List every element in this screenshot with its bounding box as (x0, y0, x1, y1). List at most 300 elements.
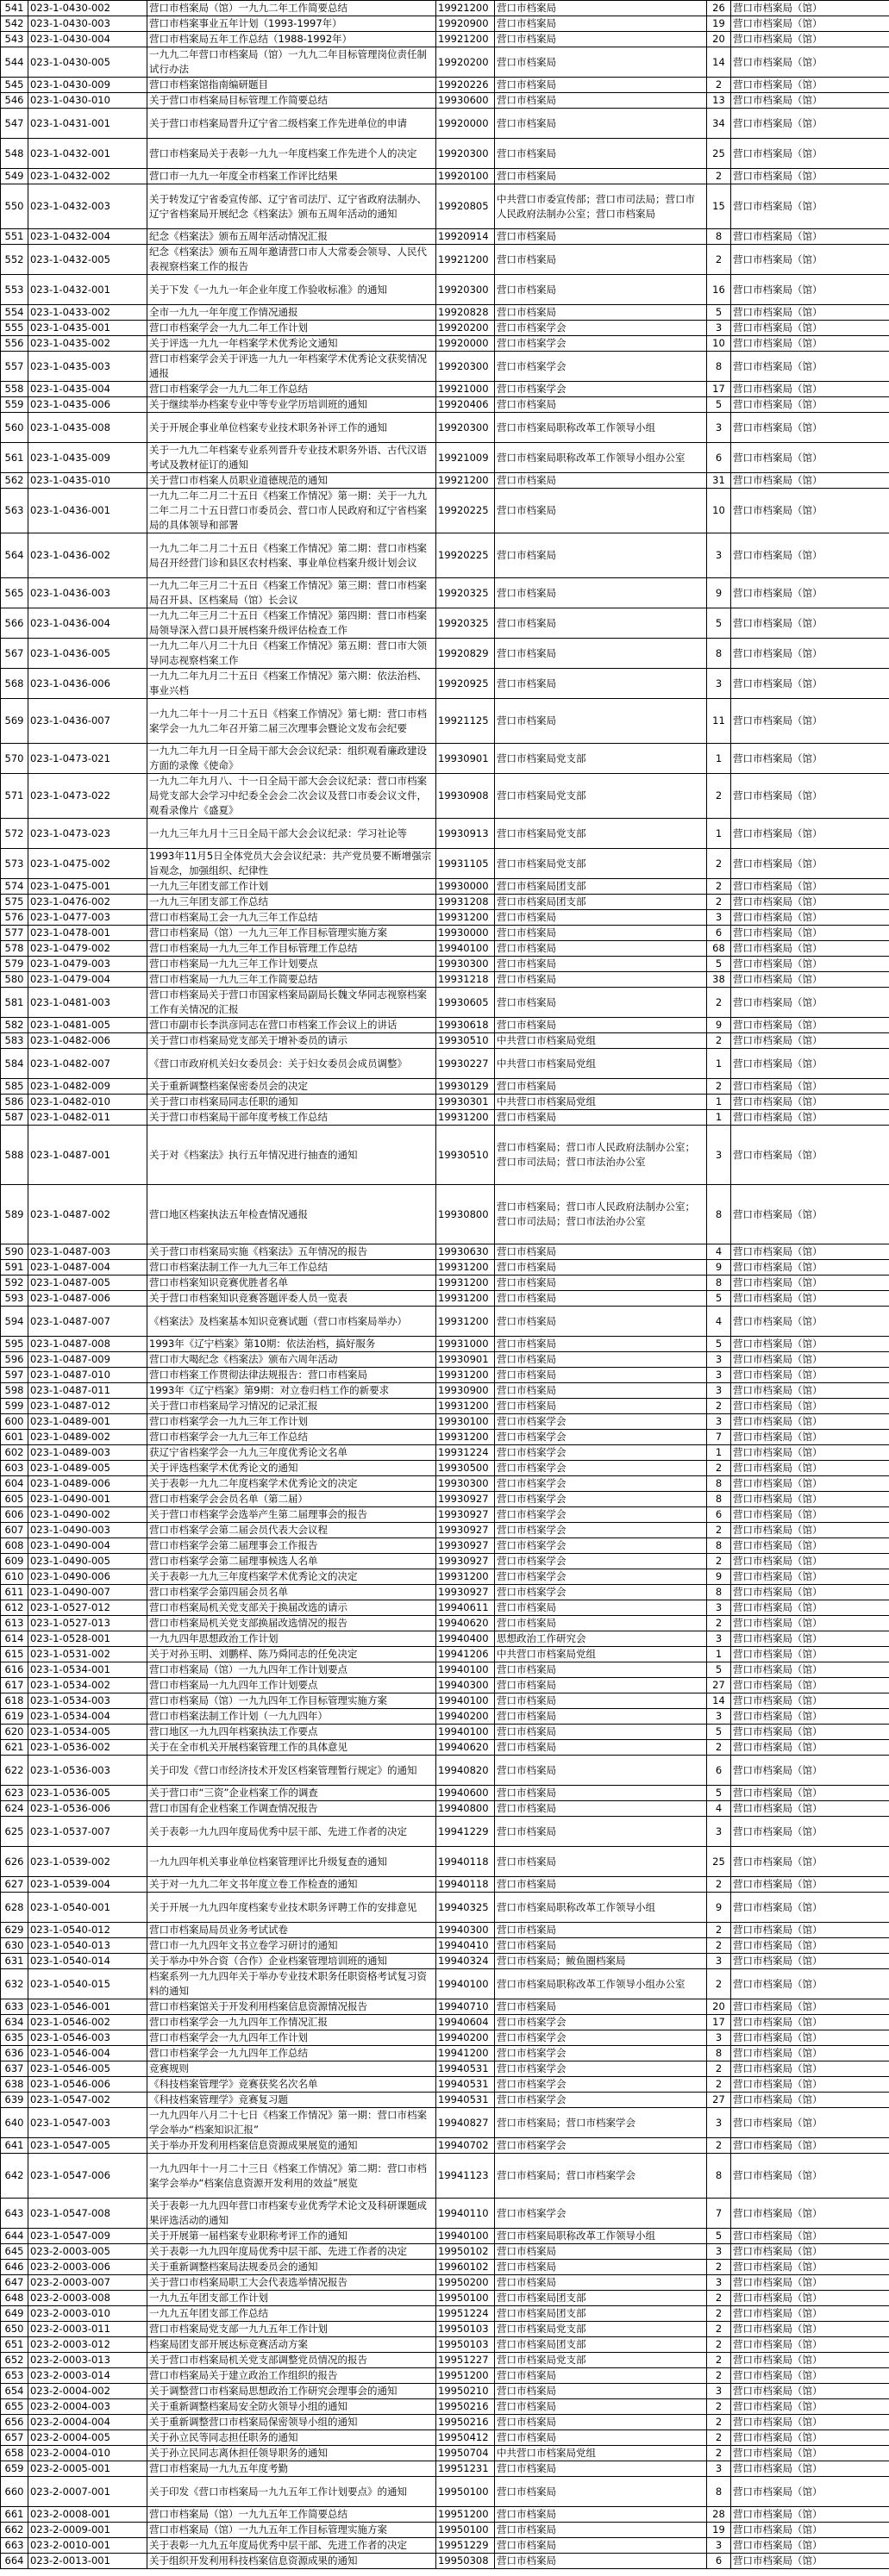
responsible-org: 营口市档案局 (495, 93, 707, 109)
archive-code: 023-1-0435-009 (28, 443, 147, 473)
row-number: 612 (1, 1600, 28, 1616)
row-number: 637 (1, 2061, 28, 2077)
responsible-org: 营口市档案局 (495, 1801, 707, 1817)
file-date: 19920200 (436, 321, 495, 336)
page-count: 2 (707, 2138, 731, 2154)
archive-unit: 营口市档案局（馆） (731, 169, 889, 184)
row-number: 546 (1, 93, 28, 109)
responsible-org: 营口市档案局 (495, 47, 707, 78)
file-date: 19921200 (436, 245, 495, 275)
table-row (1, 639, 889, 669)
row-number: 543 (1, 32, 28, 47)
archive-code: 023-1-0487-012 (28, 1399, 147, 1414)
file-date: 19931224 (436, 1445, 495, 1461)
table-row (1, 184, 889, 229)
file-title: 关于营口市档案局干部年度考核工作总结 (147, 1110, 436, 1126)
archive-code: 023-1-0487-002 (28, 1185, 147, 1244)
file-date: 19950100 (436, 2477, 495, 2507)
archive-unit: 营口市档案局（馆） (731, 2154, 889, 2199)
table-row (1, 972, 889, 988)
table-row (1, 245, 889, 275)
archive-code: 023-1-0436-005 (28, 639, 147, 669)
page-count: 2 (707, 1033, 731, 1049)
responsible-org: 营口市档案局；鲅鱼圈档案局 (495, 1954, 707, 1969)
responsible-org: 营口市档案局团支部 (495, 895, 707, 910)
page-count: 1 (707, 1110, 731, 1126)
file-title: 一九九二年二月二十五日《档案工作情况》第一期：关于一九九二年二月二十五日营口市委员会、营口市人民政府和辽宁省档案局的具体领导和部署 (147, 489, 436, 533)
row-number: 604 (1, 1476, 28, 1492)
file-title: 关于营口市档案学会选举产生第二届理事会的报告 (147, 1507, 436, 1523)
file-date: 19930913 (436, 819, 495, 849)
page-count: 3 (707, 1414, 731, 1430)
responsible-org: 营口市档案学会 (495, 1569, 707, 1585)
page-count: 2 (707, 169, 731, 184)
archive-unit: 营口市档案局（馆） (731, 926, 889, 941)
file-date: 19920300 (436, 413, 495, 443)
archive-code: 023-1-0490-003 (28, 1523, 147, 1538)
responsible-org: 营口市档案局 (495, 941, 707, 957)
responsible-org: 营口市档案局 (495, 1018, 707, 1033)
table-row (1, 1600, 889, 1616)
archive-code: 023-1-0435-006 (28, 397, 147, 413)
table-row (1, 2368, 889, 2384)
file-title: 一九九四年思想政治工作计划 (147, 1631, 436, 1647)
archive-unit: 营口市档案局（馆） (731, 1185, 889, 1244)
table-row (1, 2430, 889, 2446)
page-count: 2 (707, 2446, 731, 2461)
archive-unit: 营口市档案局（馆） (731, 1399, 889, 1414)
file-date: 19941206 (436, 1647, 495, 1662)
archive-code: 023-1-0527-012 (28, 1600, 147, 1616)
file-date: 19940611 (436, 1600, 495, 1616)
file-date: 19940820 (436, 1756, 495, 1786)
archive-code: 023-1-0546-002 (28, 2015, 147, 2030)
row-number: 603 (1, 1461, 28, 1476)
row-number: 548 (1, 139, 28, 169)
responsible-org: 营口市档案学会 (495, 1492, 707, 1507)
responsible-org: 营口市档案局党支部 (495, 744, 707, 774)
file-date: 19930300 (436, 957, 495, 972)
row-number: 582 (1, 1018, 28, 1033)
table-row (1, 397, 889, 413)
archive-unit: 营口市档案局（馆） (731, 2108, 889, 2138)
row-number: 613 (1, 1616, 28, 1631)
file-date: 19941200 (436, 2046, 495, 2061)
responsible-org: 营口市档案局团支部 (495, 879, 707, 895)
responsible-org: 营口市档案学会 (495, 1430, 707, 1445)
archive-unit: 营口市档案局（馆） (731, 1725, 889, 1740)
table-row (1, 1352, 889, 1368)
row-number: 618 (1, 1693, 28, 1709)
responsible-org: 营口市档案局 (495, 78, 707, 93)
file-date: 19930927 (436, 1554, 495, 1569)
row-number: 589 (1, 1185, 28, 1244)
table-row (1, 1954, 889, 1969)
archive-code: 023-1-0430-004 (28, 32, 147, 47)
archive-code: 023-1-0431-001 (28, 109, 147, 139)
archive-unit: 营口市档案局（馆） (731, 2507, 889, 2523)
archive-unit: 营口市档案局（馆） (731, 1938, 889, 1954)
table-row (1, 1969, 889, 1999)
archive-code: 023-1-0487-004 (28, 1260, 147, 1276)
responsible-org: 营口市档案局 (495, 1817, 707, 1847)
table-row (1, 1018, 889, 1033)
row-number: 562 (1, 473, 28, 489)
file-date: 19920226 (436, 78, 495, 93)
row-number: 646 (1, 2260, 28, 2275)
archive-unit: 营口市档案局（馆） (731, 2291, 889, 2306)
page-count: 6 (707, 1756, 731, 1786)
file-title: 一九九二年三月二十五日《档案工作情况》第三期：营口市档案局召开县、区档案局（馆）长会议 (147, 578, 436, 608)
file-title: 营口市档案学会一九九三年工作计划 (147, 1414, 436, 1430)
file-title: 纪念《档案法》颁布五周年活动情况汇报 (147, 229, 436, 245)
page-count: 5 (707, 1786, 731, 1801)
table-row (1, 2046, 889, 2061)
page-count: 8 (707, 1585, 731, 1600)
responsible-org: 营口市档案学会 (495, 1445, 707, 1461)
archive-unit: 营口市档案局（馆） (731, 245, 889, 275)
archive-code: 023-1-0478-001 (28, 926, 147, 941)
file-date: 19930500 (436, 1461, 495, 1476)
archive-code: 023-1-0430-002 (28, 1, 147, 16)
table-row (1, 1678, 889, 1693)
archive-code: 023-1-0489-005 (28, 1461, 147, 1476)
row-number: 625 (1, 1817, 28, 1847)
archive-unit: 营口市档案局（馆） (731, 2368, 889, 2384)
row-number: 586 (1, 1095, 28, 1110)
table-row (1, 1276, 889, 1291)
table-row (1, 1786, 889, 1801)
archive-code: 023-1-0490-004 (28, 1538, 147, 1554)
file-title: 营口市大喝纪念《档案法》颁布六周年活动 (147, 1352, 436, 1368)
file-title: 营口市档案馆关于开发利用档案信息资源情况报告 (147, 1999, 436, 2015)
row-number: 559 (1, 397, 28, 413)
file-date: 19951227 (436, 2353, 495, 2368)
archive-code: 023-1-0435-004 (28, 382, 147, 397)
archive-unit: 营口市档案局（馆） (731, 1600, 889, 1616)
archive-unit: 营口市档案局（馆） (731, 1430, 889, 1445)
row-number: 610 (1, 1569, 28, 1585)
archive-unit: 营口市档案局（馆） (731, 2337, 889, 2353)
archive-unit: 营口市档案局（馆） (731, 1368, 889, 1383)
archive-code: 023-1-0432-002 (28, 169, 147, 184)
row-number: 583 (1, 1033, 28, 1049)
file-date: 19940400 (436, 1631, 495, 1647)
responsible-org: 营口市档案局 (495, 2244, 707, 2260)
file-date: 19930100 (436, 1414, 495, 1430)
archive-code: 023-1-0487-006 (28, 1291, 147, 1307)
table-row (1, 1893, 889, 1923)
table-row (1, 1445, 889, 1461)
file-title: 营口市档案局（馆）一九九四年工作目标管理实施方案 (147, 1693, 436, 1709)
page-count: 3 (707, 2538, 731, 2554)
file-date: 19930927 (436, 1538, 495, 1554)
row-number: 545 (1, 78, 28, 93)
page-count: 1 (707, 744, 731, 774)
archive-unit: 营口市档案局（馆） (731, 47, 889, 78)
file-title: 营口市一九九一年度全市档案工作评比结果 (147, 169, 436, 184)
page-count: 2 (707, 2337, 731, 2353)
file-date: 19940410 (436, 1938, 495, 1954)
archive-code: 023-1-0539-002 (28, 1847, 147, 1877)
archive-code: 023-1-0534-001 (28, 1662, 147, 1678)
file-date: 19940200 (436, 2030, 495, 2046)
file-date: 19931218 (436, 972, 495, 988)
row-number: 577 (1, 926, 28, 941)
table-row (1, 533, 889, 578)
archive-code: 023-1-0537-007 (28, 1817, 147, 1847)
archive-unit: 营口市档案局（馆） (731, 608, 889, 639)
table-row (1, 32, 889, 47)
file-date: 19930301 (436, 1095, 495, 1110)
file-title: 营口市档案学会会员名单（第二届） (147, 1492, 436, 1507)
row-number: 549 (1, 169, 28, 184)
table-row (1, 1740, 889, 1756)
table-row (1, 578, 889, 608)
file-title: 关于对一九九二年文书年度立卷工作检查的通知 (147, 1877, 436, 1893)
archive-unit: 营口市档案局（馆） (731, 1523, 889, 1538)
file-title: 关于营口市档案局目标管理工作简要总结 (147, 93, 436, 109)
responsible-org: 营口市档案局团支部 (495, 2337, 707, 2353)
responsible-org: 营口市档案学会 (495, 2015, 707, 2030)
archive-code: 023-1-0534-005 (28, 1725, 147, 1740)
file-title: 关于对孙玉明、刘鹏样、陈乃舜同志的任免决定 (147, 1647, 436, 1662)
page-count: 2 (707, 1461, 731, 1476)
page-count: 3 (707, 1383, 731, 1399)
archive-code: 023-1-0546-001 (28, 1999, 147, 2015)
responsible-org: 营口市档案学会 (495, 1476, 707, 1492)
file-date: 19931200 (436, 1368, 495, 1383)
archive-code: 023-1-0546-004 (28, 2046, 147, 2061)
file-date: 19950704 (436, 2446, 495, 2461)
archive-unit: 营口市档案局（馆） (731, 1445, 889, 1461)
table-row (1, 47, 889, 78)
file-date: 19950216 (436, 2415, 495, 2430)
archive-code: 023-2-0003-012 (28, 2337, 147, 2353)
archive-unit: 营口市档案局（馆） (731, 2199, 889, 2229)
table-row (1, 2077, 889, 2093)
row-number: 602 (1, 1445, 28, 1461)
row-number: 572 (1, 819, 28, 849)
file-date: 19940827 (436, 2108, 495, 2138)
page-count: 26 (707, 1, 731, 16)
row-number: 632 (1, 1969, 28, 1999)
table-row (1, 78, 889, 93)
archive-code: 023-1-0487-011 (28, 1383, 147, 1399)
row-number: 575 (1, 895, 28, 910)
archive-unit: 营口市档案局（馆） (731, 1079, 889, 1095)
table-row (1, 957, 889, 972)
responsible-org: 营口市档案局；营口市人民政府法制办公室；营口市司法局；营口市法治办公室 (495, 1126, 707, 1185)
file-date: 19940710 (436, 1999, 495, 2015)
responsible-org: 营口市档案局 (495, 1110, 707, 1126)
archive-unit: 营口市档案局（馆） (731, 352, 889, 382)
archive-unit: 营口市档案局（馆） (731, 639, 889, 669)
page-count: 14 (707, 1693, 731, 1709)
file-date: 19940300 (436, 1678, 495, 1693)
archive-code: 023-1-0482-006 (28, 1033, 147, 1049)
file-title: 一九九二年九月二十五日《档案工作情况》第六期：依法治档、事业兴档 (147, 669, 436, 699)
archive-code: 023-2-0004-004 (28, 2415, 147, 2430)
row-number: 617 (1, 1678, 28, 1693)
archive-unit: 营口市档案局（馆） (731, 275, 889, 305)
responsible-org: 营口市档案局 (495, 1079, 707, 1095)
archive-unit: 营口市档案局（馆） (731, 93, 889, 109)
page-count: 3 (707, 1352, 731, 1368)
archive-code: 023-1-0433-002 (28, 305, 147, 321)
archive-unit: 营口市档案局（馆） (731, 533, 889, 578)
file-title: 营口市档案局一九九四年工作计划要点 (147, 1678, 436, 1693)
file-date: 19940100 (436, 941, 495, 957)
file-date: 19940600 (436, 1786, 495, 1801)
archive-code: 023-2-0004-005 (28, 2430, 147, 2446)
page-count: 13 (707, 93, 731, 109)
page-count: 5 (707, 1725, 731, 1740)
table-row (1, 669, 889, 699)
file-date: 19940702 (436, 2138, 495, 2154)
page-count: 25 (707, 1847, 731, 1877)
file-date: 19921000 (436, 382, 495, 397)
archive-unit: 营口市档案局（馆） (731, 1383, 889, 1399)
file-date: 19931200 (436, 1260, 495, 1276)
file-date: 19920805 (436, 184, 495, 229)
archive-unit: 营口市档案局（馆） (731, 1307, 889, 1337)
archive-code: 023-2-0003-007 (28, 2275, 147, 2291)
file-title: 关于开展一九九四年度档案专业技术职务评聘工作的安排意见 (147, 1893, 436, 1923)
row-number: 611 (1, 1585, 28, 1600)
row-number: 552 (1, 245, 28, 275)
table-row (1, 1, 889, 16)
file-date: 19940118 (436, 1877, 495, 1893)
file-title: 《档案法》及档案基本知识竞赛试题（营口市档案局举办） (147, 1307, 436, 1337)
table-row (1, 1430, 889, 1445)
archive-unit: 营口市档案局（馆） (731, 2353, 889, 2368)
page-count: 7 (707, 2199, 731, 2229)
file-date: 19950100 (436, 2291, 495, 2306)
archive-code: 023-1-0540-015 (28, 1969, 147, 1999)
responsible-org: 营口市档案学会 (495, 2046, 707, 2061)
file-date: 19921009 (436, 443, 495, 473)
table-row (1, 229, 889, 245)
page-count: 2 (707, 1969, 731, 1999)
file-date: 19940100 (436, 1725, 495, 1740)
archive-unit: 营口市档案局（馆） (731, 32, 889, 47)
file-date: 19920925 (436, 669, 495, 699)
table-row (1, 109, 889, 139)
file-title: 关于对《档案法》执行五年情况进行抽查的通知 (147, 1126, 436, 1185)
archive-unit: 营口市档案局（馆） (731, 2554, 889, 2569)
file-date: 19930901 (436, 744, 495, 774)
table-row (1, 895, 889, 910)
page-count: 3 (707, 2108, 731, 2138)
archive-code: 023-1-0435-001 (28, 321, 147, 336)
table-row (1, 1523, 889, 1538)
page-count: 9 (707, 1018, 731, 1033)
archive-unit: 营口市档案局（馆） (731, 184, 889, 229)
file-title: 营口市档案局机关党支部关于换届改选的请示 (147, 1600, 436, 1616)
file-title: 获辽宁省档案学会一九九三年度优秀论文名单 (147, 1445, 436, 1461)
page-count: 27 (707, 2093, 731, 2108)
responsible-org: 思想政治工作研究会 (495, 1631, 707, 1647)
row-number: 567 (1, 639, 28, 669)
responsible-org: 营口市档案局 (495, 305, 707, 321)
archive-unit: 营口市档案局（馆） (731, 2244, 889, 2260)
file-title: 营口市档案局五年工作总结（1988-1992年） (147, 32, 436, 47)
row-number: 541 (1, 1, 28, 16)
archive-code: 023-1-0487-003 (28, 1244, 147, 1260)
page-count: 5 (707, 1337, 731, 1352)
page-count: 6 (707, 2554, 731, 2569)
page-count: 8 (707, 352, 731, 382)
table-row (1, 699, 889, 744)
file-date: 19940100 (436, 1662, 495, 1678)
row-number: 662 (1, 2523, 28, 2538)
file-date: 19930927 (436, 1523, 495, 1538)
archive-unit: 营口市档案局（馆） (731, 1049, 889, 1079)
archive-code: 023-1-0490-007 (28, 1585, 147, 1600)
file-date: 19920000 (436, 336, 495, 352)
page-count: 68 (707, 941, 731, 957)
archive-code: 023-1-0540-014 (28, 1954, 147, 1969)
table-row (1, 819, 889, 849)
archive-code: 023-1-0430-010 (28, 93, 147, 109)
archive-unit: 营口市档案局（馆） (731, 1291, 889, 1307)
archive-code: 023-1-0432-003 (28, 184, 147, 229)
page-count: 9 (707, 578, 731, 608)
responsible-org: 营口市档案局党支部 (495, 819, 707, 849)
archive-code: 023-1-0432-005 (28, 245, 147, 275)
page-count: 28 (707, 2507, 731, 2523)
archive-code: 023-1-0479-004 (28, 972, 147, 988)
file-date: 19940800 (436, 1801, 495, 1817)
responsible-org: 营口市档案学会 (495, 336, 707, 352)
file-date: 19920914 (436, 229, 495, 245)
row-number: 558 (1, 382, 28, 397)
archive-code: 023-2-0004-010 (28, 2446, 147, 2461)
table-row (1, 1399, 889, 1414)
archive-code: 023-1-0482-010 (28, 1095, 147, 1110)
archive-unit: 营口市档案局（馆） (731, 957, 889, 972)
page-count: 2 (707, 2430, 731, 2446)
file-date: 19940325 (436, 1893, 495, 1923)
responsible-org: 营口市档案局 (495, 473, 707, 489)
page-count: 10 (707, 336, 731, 352)
row-number: 551 (1, 229, 28, 245)
row-number: 616 (1, 1662, 28, 1678)
archive-unit: 营口市档案局（馆） (731, 2260, 889, 2275)
responsible-org: 营口市档案局 (495, 1877, 707, 1893)
archive-code: 023-1-0489-001 (28, 1414, 147, 1430)
row-number: 633 (1, 1999, 28, 2015)
table-row (1, 1554, 889, 1569)
responsible-org: 营口市档案局 (495, 2538, 707, 2554)
responsible-org: 营口市档案局 (495, 1740, 707, 1756)
table-row (1, 1507, 889, 1523)
row-number: 656 (1, 2415, 28, 2430)
table-row (1, 1801, 889, 1817)
file-title: 一九九二年十一月二十五日《档案工作情况》第七期：营口市档案学会一九九二年召开第二届三次理事会暨论文发布会纪要 (147, 699, 436, 744)
file-title: 关于重新调整档案局安全防火领导小组的通知 (147, 2399, 436, 2415)
archive-code: 023-2-0003-010 (28, 2306, 147, 2322)
row-number: 641 (1, 2138, 28, 2154)
responsible-org: 营口市档案局 (495, 972, 707, 988)
file-title: 关于表彰一九九五年度局优秀中层干部、先进工作者的决定 (147, 2538, 436, 2554)
table-row (1, 169, 889, 184)
archive-unit: 营口市档案局（馆） (731, 1337, 889, 1352)
archive-unit: 营口市档案局（馆） (731, 1126, 889, 1185)
responsible-org: 营口市档案局 (495, 1600, 707, 1616)
table-row (1, 2337, 889, 2353)
